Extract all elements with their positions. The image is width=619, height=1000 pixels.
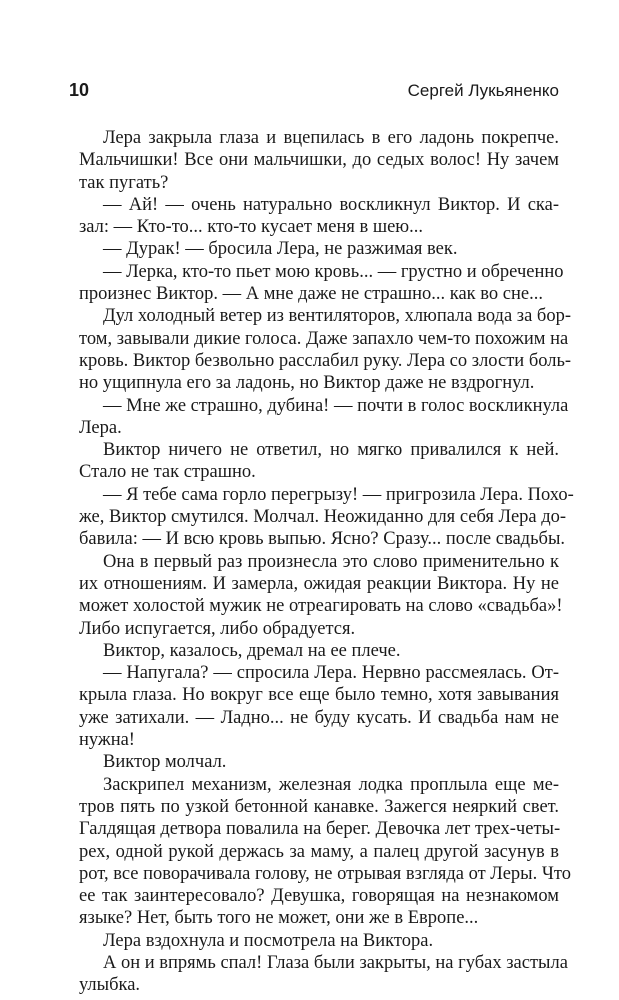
text-line: рех, одной рукой держась за маму, а палец другой засунув в (79, 841, 559, 862)
text-line: Заскрипел механизм, железная лодка проплыла еще ме- (103, 774, 559, 795)
text-line: улыбка. (79, 975, 141, 996)
paragraph (79, 305, 572, 394)
text-line: Она в первый раз произнесла это слово применительно к (103, 551, 559, 572)
text-line: — Ай! — очень натурально воскликнул Виктор. И ска- (103, 194, 559, 215)
text-line: — Лерка, кто-то пьет мою кровь... — грустно и обреченно (103, 261, 564, 282)
text-line: — Дурак! — бросила Лера, не разжимая век. (103, 239, 458, 260)
text-line: ее так заинтересовало? Девушка, говорящая на незнакомом (79, 886, 559, 907)
text-line: так пугать? (79, 172, 169, 193)
text-line: уже затихали. — Ладно... не буду кусать. И свадьба нам не (79, 707, 559, 728)
text-line: Виктор молчал. (103, 752, 227, 773)
text-line: Виктор, казалось, дремал на ее плече. (103, 640, 401, 661)
paragraph (79, 127, 559, 194)
text-line: языке? Нет, быть того не может, они же в Европе... (79, 908, 479, 929)
text-line: зал: — Кто-то... кто-то кусает меня в шею... (79, 217, 424, 238)
text-line: Мальчишки! Все они мальчишки, до седых волос! Ну зачем (79, 150, 559, 171)
text-line: том, завывали дикие голоса. Даже запахло чем-то похожим на (79, 328, 569, 349)
paragraph (79, 662, 559, 751)
page-header (69, 80, 559, 106)
paragraph (79, 930, 559, 952)
text-line: может холостой мужик не отреагировать на слово «свадьба»! (79, 596, 563, 617)
text-line: Лера вздохнула и посмотрела на Виктора. (103, 930, 434, 951)
paragraph (79, 952, 568, 997)
text-line: кровь. Виктор безвольно расслабил руку. Лера со злости боль- (79, 350, 572, 371)
text-line: — Мне же страшно, дубина! — почти в голос воскликнула (103, 395, 569, 416)
text-line: Лера. (79, 417, 122, 438)
page-body (79, 127, 574, 997)
text-line: нужна! (79, 730, 135, 751)
text-line: произнес Виктор. — А мне даже не страшно... как во сне... (79, 284, 543, 305)
text-line: А он и впрямь спал! Глаза были закрыты, на губах застыла (103, 952, 568, 973)
text-line: их отношениям. И замерла, ожидая реакции Виктора. Ну не (79, 573, 559, 594)
text-line: Лера закрыла глаза и вцепилась в его ладонь покрепче. (103, 128, 559, 148)
paragraph (79, 774, 571, 930)
text-line: — Я тебе сама горло перегрызу! — пригрозила Лера. Похо- (103, 484, 574, 505)
text-line: крыла глаза. Но вокруг все еще было темно, хотя завывания (79, 685, 559, 706)
text-line: Стало не так страшно. (79, 462, 256, 483)
text-line: Дул холодный ветер из вентиляторов, хлюпала вода за бор- (103, 306, 572, 327)
text-line: рот, все поворачивала голову, не отрывая взгляда от Леры. Что (79, 863, 571, 884)
paragraph (79, 261, 564, 306)
text-line: же, Виктор смутился. Молчал. Неожиданно для себя Лера до- (79, 507, 567, 528)
text-line: бавила: — И всю кровь выпью. Ясно? Сразу... после свадьбы. (79, 529, 565, 550)
paragraph (79, 395, 569, 440)
paragraph (79, 484, 574, 551)
text-line: Виктор ничего не ответил, но мягко привалился к ней. (103, 440, 559, 461)
paragraph (79, 751, 559, 773)
page-number: 10 (69, 80, 90, 100)
paragraph (79, 194, 559, 239)
paragraph (79, 640, 559, 662)
paragraph (79, 439, 559, 484)
text-line: тров пять по узкой бетонной канавке. Зажегся неяркий свет. (79, 796, 559, 817)
paragraph (79, 238, 559, 260)
text-line: Либо испугается, либо обрадуется. (79, 618, 356, 639)
text-line: — Напугала? — спросила Лера. Нервно рассмеялась. От- (103, 663, 559, 684)
running-title: Сергей Лукьяненко (407, 81, 559, 100)
paragraph (79, 551, 563, 640)
text-line: Галдящая детвора повалила на берег. Девочка лет трех-четы- (79, 819, 561, 840)
text-line: но ущипнула его за ладонь, но Виктор даже не вздрогнул. (79, 373, 535, 394)
